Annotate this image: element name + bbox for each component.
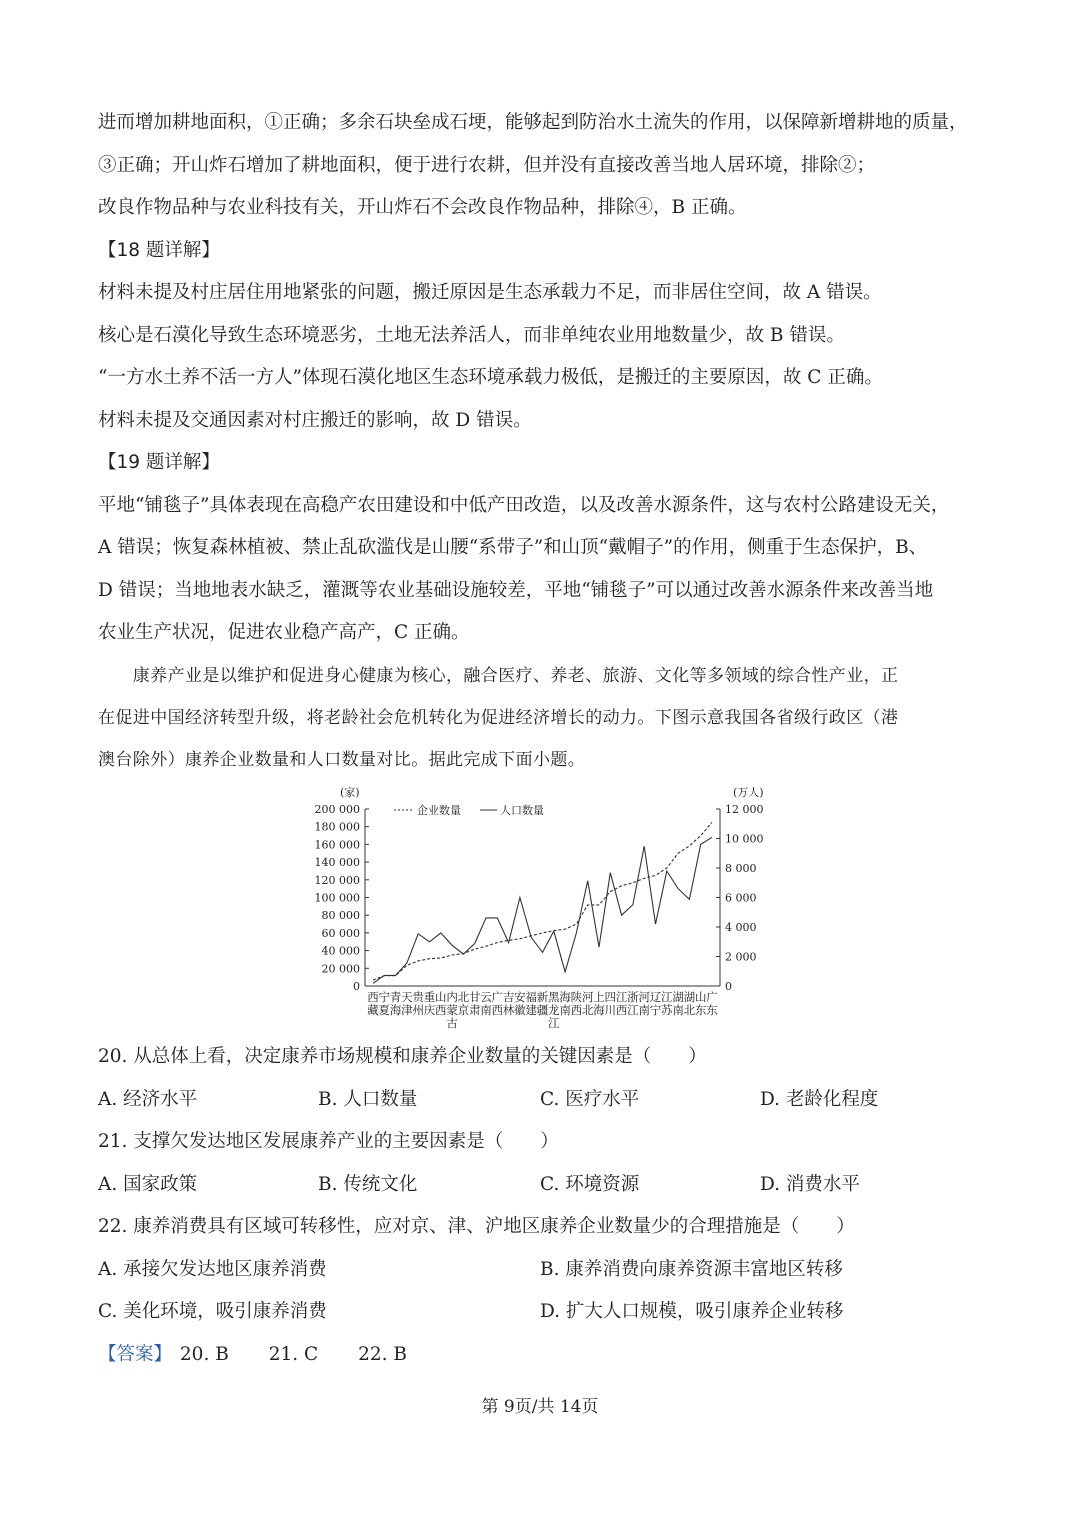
right-tick-label: 8 000 [725, 862, 757, 875]
category-label: 建 [525, 1003, 537, 1017]
legend-label-population: 人口数量 [500, 804, 544, 817]
category-label: 疆 [536, 1003, 549, 1017]
category-label: 南 [672, 1003, 684, 1017]
category-label: 西 [435, 1003, 447, 1017]
category-label: 北 [683, 1003, 696, 1017]
category-label: 上 [593, 990, 605, 1004]
question-20-option-b[interactable]: B. 人口数量 [318, 1089, 418, 1110]
left-tick-label: 40 000 [321, 944, 360, 958]
right-tick-label: 6 000 [725, 891, 757, 905]
category-label: 津 [401, 1003, 413, 1017]
left-tick-label: 200 000 [314, 803, 360, 816]
left-unit-label: (家) [340, 786, 360, 799]
category-label: 重 [423, 990, 436, 1004]
question-20-stem: 20. 从总体上看，决定康养市场规模和康养企业数量的关键因素是（ ） [98, 1046, 707, 1067]
intro-text-line: 康养产业是以维护和促进身心健康为核心，融合医疗、养老、旅游、文化等多领域的综合性产业，正 [98, 666, 899, 686]
text-line: 农业生产状况，促进农业稳产高产，C 正确。 [98, 622, 470, 643]
category-label: 青 [389, 990, 402, 1004]
text-line: “一方水土养不活一方人”体现石漠化地区生态环境承载力极低，是搬迁的主要原因，故 C 正确。 [98, 367, 883, 388]
category-label: 苏 [661, 1003, 673, 1017]
category-label: 浙 [627, 990, 639, 1004]
category-label: 庆 [423, 1003, 436, 1017]
text-line: ③正确；开山炸石增加了耕地面积，便于进行农耕，但并没有直接改善当地人居环境，排除②； [98, 155, 876, 176]
category-label: 夏 [378, 1003, 391, 1017]
question-21-stem: 21. 支撑欠发达地区发展康养产业的主要因素是（ ） [98, 1131, 559, 1152]
category-label: 州 [412, 1003, 424, 1017]
category-label: 蒙 [446, 1003, 458, 1017]
category-label: 东 [706, 1003, 718, 1017]
right-tick-label: 4 000 [725, 921, 757, 934]
category-label: 宁 [378, 990, 391, 1004]
category-label: 陕 [570, 990, 583, 1004]
category-label: 龙 [548, 1003, 560, 1017]
left-tick-label: 160 000 [314, 838, 360, 852]
text-line: 改良作物品种与农业科技有关，开山炸石不会改良作物品种，排除④，B 正确。 [98, 197, 747, 218]
category-label: 海 [593, 1003, 605, 1017]
answer-item: 20. B [179, 1344, 229, 1365]
population-series-line [373, 837, 712, 983]
category-label: 海 [559, 990, 571, 1004]
answer-item: 22. B [358, 1344, 407, 1365]
category-label: 安 [514, 990, 526, 1004]
right-tick-label: 12 000 [725, 803, 764, 816]
category-label: 江 [615, 990, 628, 1004]
text-line: 材料未提及村庄居住用地紧张的问题，搬迁原因是生态承载力不足，而非居住空间，故 A 错误。 [98, 282, 882, 303]
legend-label-enterprise: 企业数量 [417, 804, 461, 817]
answer-line [98, 1343, 407, 1367]
question-22-stem: 22. 康养消费具有区域可转移性，应对京、津、沪地区康养企业数量少的合理措施是（ ） [98, 1216, 855, 1237]
answer-item: 21. C [268, 1344, 319, 1365]
category-label: 古 [446, 1016, 458, 1030]
left-tick-label: 140 000 [314, 856, 360, 870]
category-label: 京 [457, 1003, 470, 1017]
category-label: 湖 [672, 990, 684, 1004]
intro-text-line: 澳台除外）康养企业数量和人口数量对比。据此完成下面小题。 [98, 750, 586, 770]
section-heading-18: 【18 题详解】 [98, 240, 220, 261]
category-label: 西 [570, 1003, 583, 1017]
category-label: 海 [389, 1003, 402, 1017]
left-tick-label: 120 000 [314, 873, 360, 887]
category-label: 天 [401, 990, 413, 1004]
left-tick-label: 100 000 [314, 891, 360, 905]
category-label: 黑 [548, 990, 560, 1004]
category-label: 西 [367, 990, 379, 1004]
category-label: 北 [581, 1003, 594, 1017]
page-footer: 第 9页/共 14页 [481, 1397, 599, 1417]
question-21-option-c[interactable]: C. 环境资源 [540, 1174, 640, 1195]
left-tick-label: 60 000 [321, 926, 360, 940]
category-label: 内 [446, 990, 458, 1004]
category-label: 广 [706, 990, 718, 1004]
category-label: 南 [559, 1003, 571, 1017]
category-label: 南 [638, 1003, 650, 1017]
category-label: 南 [480, 1003, 492, 1017]
category-label: 肃 [468, 1003, 481, 1017]
left-tick-label: 180 000 [314, 820, 360, 834]
category-label: 贵 [412, 990, 424, 1004]
question-21-option-d[interactable]: D. 消费水平 [760, 1174, 860, 1195]
category-label: 湖 [683, 990, 696, 1004]
right-unit-label: (万人) [733, 786, 764, 799]
category-label: 川 [604, 1003, 617, 1017]
category-label: 山 [435, 990, 447, 1004]
question-20-option-a[interactable]: A. 经济水平 [98, 1089, 198, 1110]
category-label: 宁 [649, 1003, 662, 1017]
text-line: D 错误；当地地表水缺乏，灌溉等农业基础设施较差，平地“铺毯子”可以通过改善水源条件来改善当地 [98, 580, 934, 601]
right-tick-label: 0 [725, 980, 732, 993]
category-label: 徽 [514, 1003, 526, 1017]
text-line: 平地“铺毯子”具体表现在高稳产农田建设和中低产田改造，以及改善水源条件，这与农村公路建设无关， [98, 495, 950, 516]
question-21-option-b[interactable]: B. 传统文化 [318, 1174, 418, 1195]
category-label: 云 [480, 990, 492, 1004]
category-label: 福 [525, 990, 537, 1004]
question-22-option-a[interactable]: A. 承接欠发达地区康养消费 [98, 1259, 327, 1280]
question-22-option-b[interactable]: B. 康养消费向康养资源丰富地区转移 [540, 1259, 843, 1280]
right-tick-label: 2 000 [725, 950, 757, 964]
category-label: 东 [694, 1003, 707, 1017]
category-label: 辽 [649, 990, 662, 1004]
category-label: 四 [604, 990, 617, 1004]
enterprise-series-line [373, 822, 712, 980]
intro-text-line: 在促进中国经济转型升级，将老龄社会危机转化为促进经济增长的动力。下图示意我国各省级行政区（港 [98, 708, 899, 728]
category-label: 北 [457, 990, 470, 1004]
category-label: 西 [615, 1003, 628, 1017]
category-label: 新 [536, 990, 549, 1004]
category-label: 藏 [367, 1003, 379, 1017]
question-20-option-c[interactable]: C. 医疗水平 [540, 1089, 640, 1110]
category-label: 江 [627, 1003, 639, 1017]
category-label: 江 [548, 1016, 560, 1030]
category-label: 西 [491, 1003, 504, 1017]
question-22-option-c[interactable]: C. 美化环境，吸引康养消费 [98, 1301, 327, 1322]
text-line: 材料未提及交通因素对村庄搬迁的影响，故 D 错误。 [98, 410, 532, 431]
category-label: 广 [491, 990, 504, 1004]
text-line: A 错误；恢复森林植被、禁止乱砍滥伐是山腰“系带子”和山顶“戴帽子”的作用，侧重于生态保护，B、 [98, 537, 928, 558]
category-label: 河 [638, 990, 650, 1004]
category-label: 吉 [502, 990, 515, 1004]
left-tick-label: 0 [353, 980, 360, 993]
question-22-option-d[interactable]: D. 扩大人口规模，吸引康养企业转移 [540, 1301, 844, 1322]
right-tick-label: 10 000 [725, 832, 764, 846]
section-heading-19: 【19 题详解】 [98, 452, 220, 473]
category-label: 甘 [468, 990, 481, 1004]
text-line: 进而增加耕地面积，①正确；多余石块垒成石埂，能够起到防治水土流失的作用，以保障新增耕地的质量， [98, 112, 968, 133]
question-20-option-d[interactable]: D. 老龄化程度 [760, 1089, 879, 1110]
category-label: 江 [661, 990, 673, 1004]
category-label: 林 [502, 1003, 515, 1017]
category-label: 山 [694, 990, 707, 1004]
enterprise-population-chart [300, 782, 780, 1034]
question-21-option-a[interactable]: A. 国家政策 [98, 1174, 198, 1195]
left-tick-label: 80 000 [321, 909, 360, 923]
category-label: 河 [581, 990, 594, 1004]
text-line: 核心是石漠化导致生态环境恶劣，土地无法养活人，而非单纯农业用地数量少，故 B 错误。 [98, 325, 845, 346]
left-tick-label: 20 000 [321, 962, 360, 976]
answer-label: 【答案】 [98, 1344, 173, 1365]
